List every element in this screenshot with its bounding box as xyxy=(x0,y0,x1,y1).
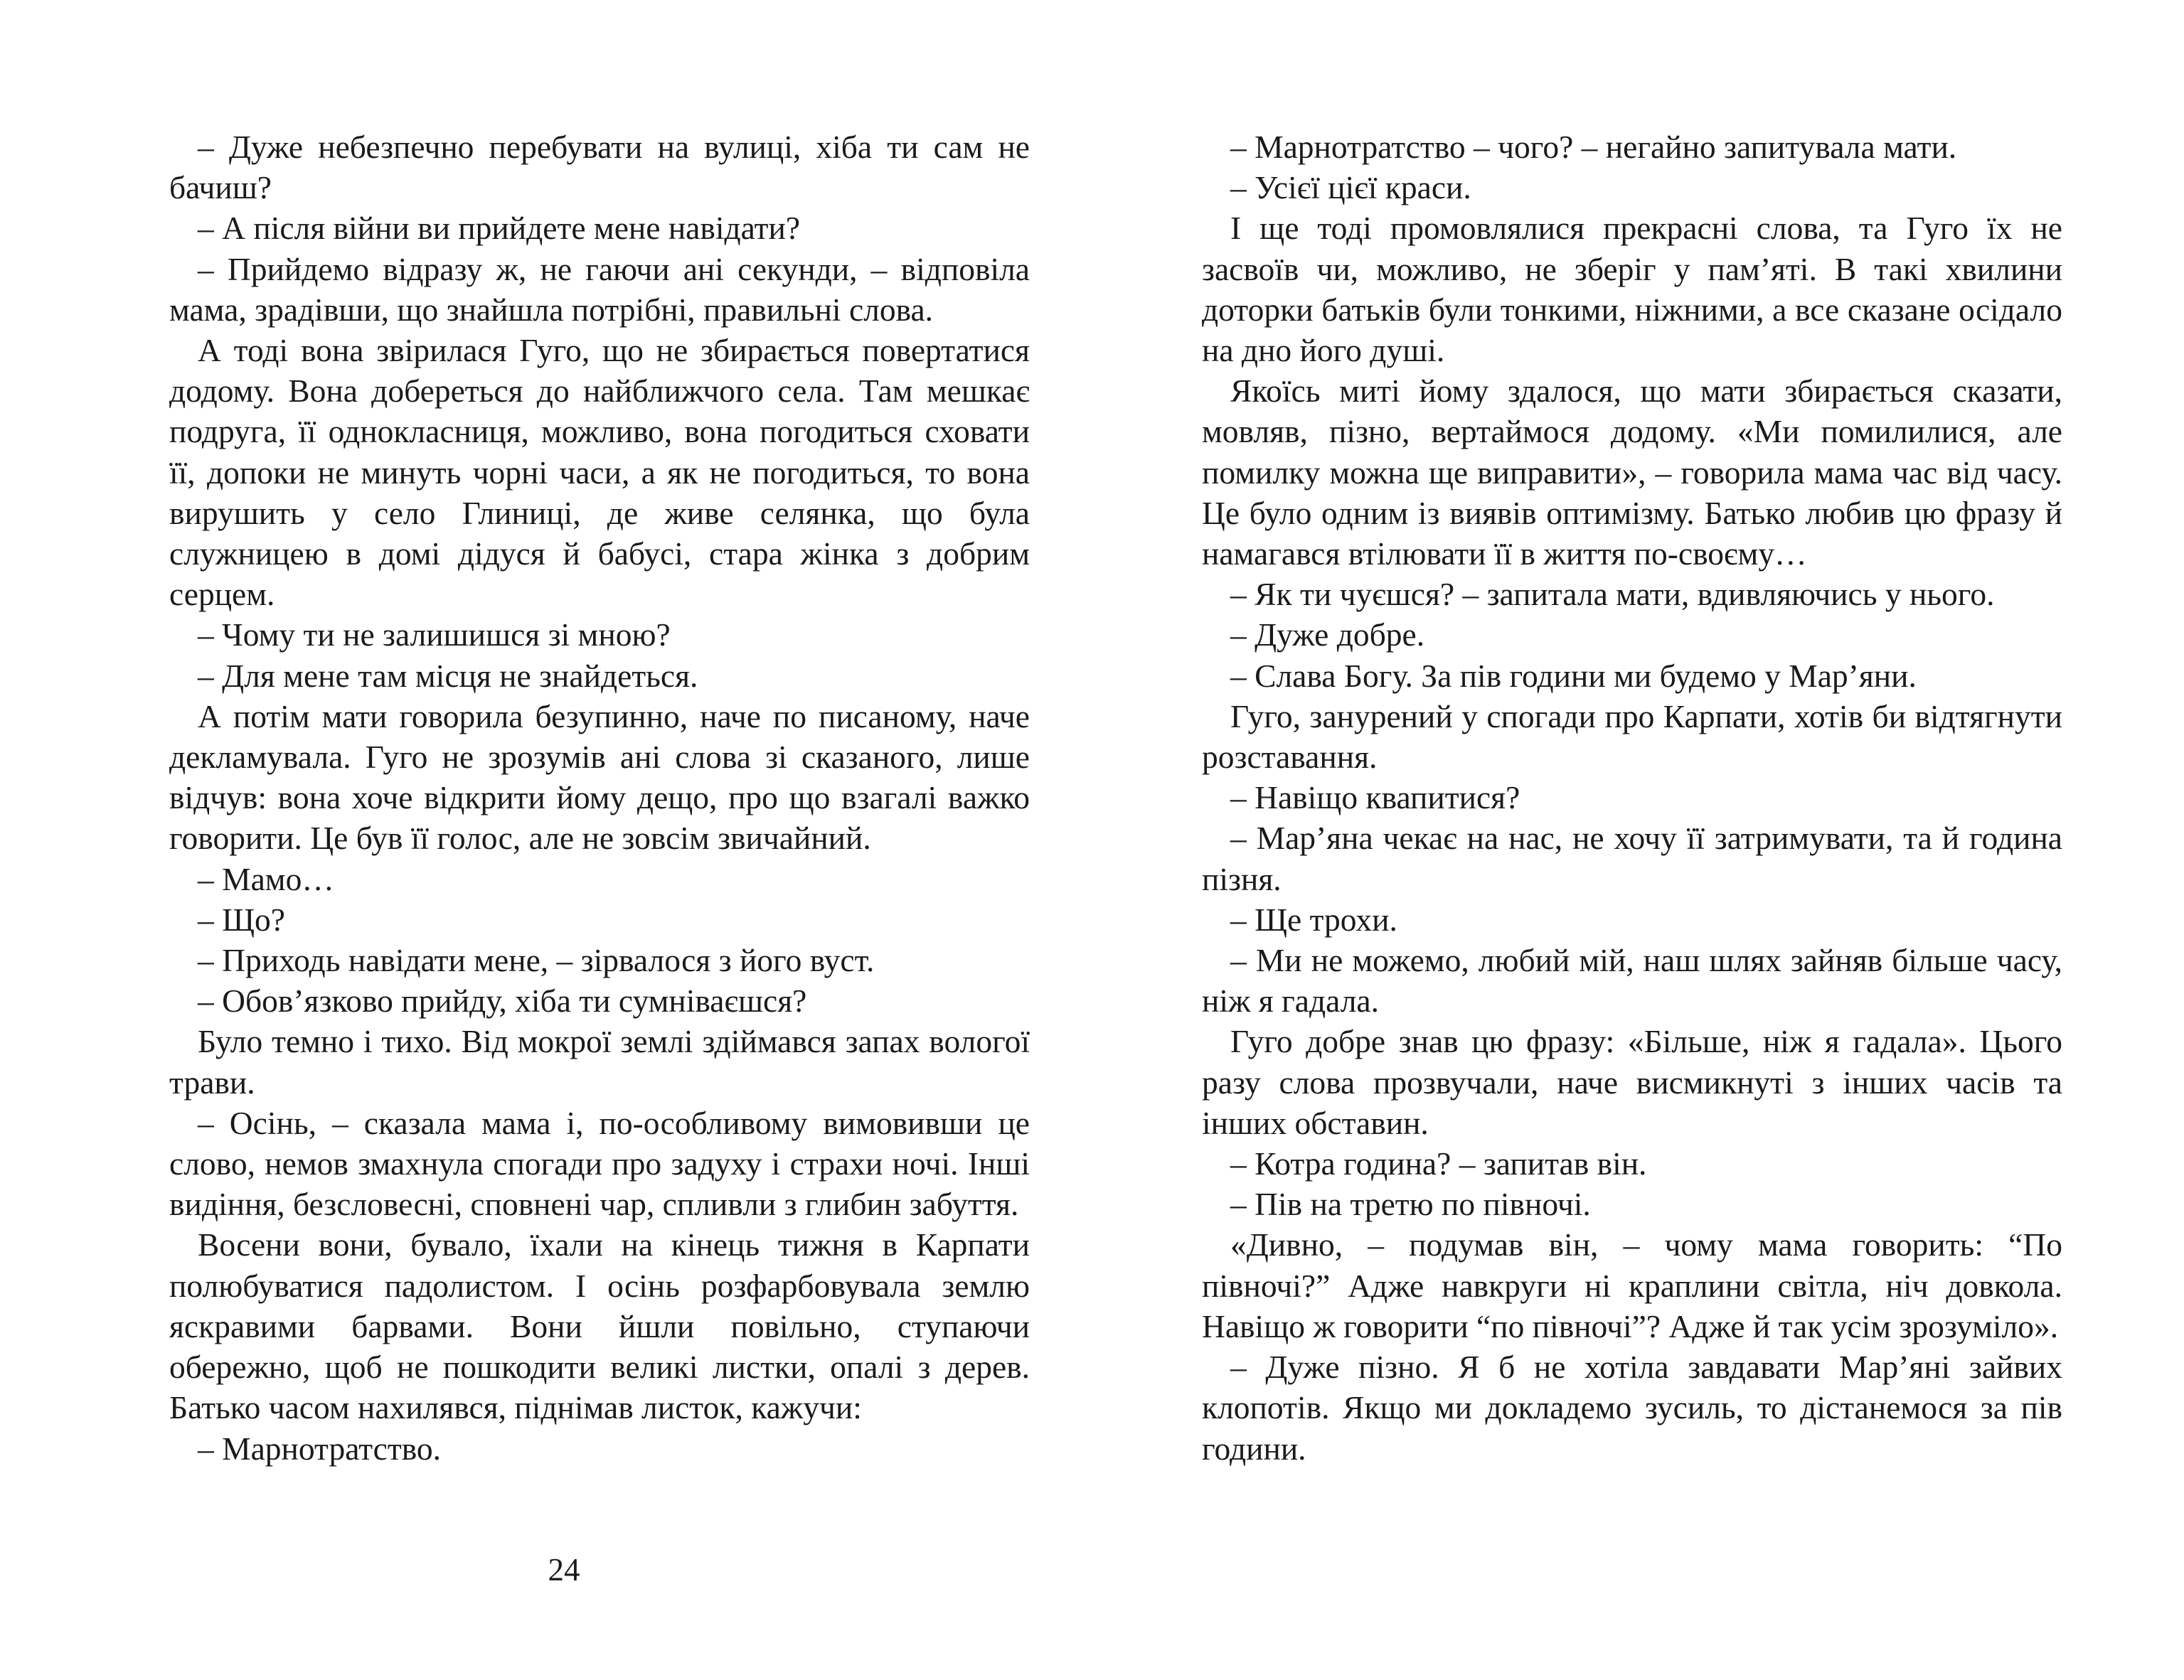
left-paragraph: – Для мене там місця не знайдеться. xyxy=(198,657,698,694)
right-page xyxy=(1202,127,2062,1469)
right-paragraph: – Ми не можемо, любий мій, наш шлях зайняв більше часу, ніж я гадала. xyxy=(1202,942,2062,1020)
right-paragraph: – Слава Богу. За пів години ми будемо у Мар’яни. xyxy=(1230,657,1917,694)
left-paragraph: – Мамо… xyxy=(198,860,334,897)
right-paragraph: Гуго, занурений у спогади про Карпати, хотів би відтягнути розставання. xyxy=(1202,697,2062,776)
right-paragraph: І ще тоді промовлялися прекрасні слова, та Гуго їх не засвоїв чи, можливо, не зберіг у пам’яті. В такі хвилини доторки батьків були тонкими, ніжними, а все сказане осідало на дно його душі. xyxy=(1202,210,2062,369)
right-paragraph: – Усієї цієї краси. xyxy=(1230,169,1471,206)
left-paragraph: Було темно і тихо. Від мокрої землі здіймався запах вологої трави. xyxy=(169,1023,1030,1101)
left-paragraph: – Прийдемо відразу ж, не гаючи ані секунди, – відповіла мама, зрадівши, що знайшла потрібні, правильні слова. xyxy=(169,250,1030,328)
right-paragraph: – Навіщо квапитися? xyxy=(1230,779,1520,816)
left-paragraph: – Чому ти не залишишся зі мною? xyxy=(198,616,671,653)
right-paragraph: – Марнотратство – чого? – негайно запитувала мати. xyxy=(1230,129,1957,165)
left-paragraph: А тоді вона звірилася Гуго, що не збирається повертатися додому. Вона добереться до найближчого села. Там мешкає подруга, її однокласниця, можливо, вона погодиться сховати її, допоки не минуть чорні часи, а як не погодиться, то вона вирушить у село Глиниці, де живе селянка, що була служницею в домі дідуся й бабусі, стара жінка з добрим серцем. xyxy=(169,332,1030,613)
right-paragraph: – Пів на третю по півночі. xyxy=(1230,1186,1591,1223)
right-paragraph: «Дивно, – подумав він, – чому мама говорить: “По півночі?” Адже навкруги ні краплини світла, ніч довкола. Навіщо ж говорити “по півночі”? Адже й так усім зрозуміло». xyxy=(1202,1226,2062,1344)
right-paragraph: – Дуже пізно. Я б не хотіла завдавати Мар’яні зайвих клопотів. Якщо ми докладемо зусиль, то дістанемося за пів години. xyxy=(1202,1349,2062,1467)
left-paragraph: А потім мати говорила безупинно, наче по писаному, наче декламувала. Гуго не зрозумів ані слова зі сказаного, лише відчув: вона хоче відкрити йому дещо, про що взагалі важко говорити. Це був її голос, але не зовсім звичайний. xyxy=(169,697,1030,857)
page-number: 24 xyxy=(548,1552,580,1588)
right-paragraph: – Котра година? – запитав він. xyxy=(1230,1145,1647,1182)
left-paragraph: – Дуже небезпечно перебувати на вулиці, хіба ти сам не бачиш? xyxy=(169,129,1030,206)
right-paragraph: – Мар’яна чекає на нас, не хочу її затримувати, та й година пізня. xyxy=(1202,820,2062,897)
left-paragraph: – Марнотратство. xyxy=(198,1430,442,1467)
left-paragraph: Восени вони, бувало, їхали на кінець тижня в Карпати полюбуватися падолистом. І осінь розфарбовувала землю яскравими барвами. Вони йшли повільно, ступаючи обережно, щоб не пошкодити великі листки, опалі з дерев. Батько часом нахилявся, піднімав листок, кажучи: xyxy=(169,1226,1030,1426)
right-paragraph: – Дуже добре. xyxy=(1230,616,1425,653)
left-paragraph: – А після війни ви прийдете мене навідати? xyxy=(198,210,801,247)
right-paragraph: Якоїсь миті йому здалося, що мати збирається сказати, мовляв, пізно, вертаймося додому. «Ми помилилися, але помилку можна ще виправити», – говорила мама час від часу. Це було одним із виявів оптимізму. Батько любив цю фразу й намагався втілювати її в життя по-своєму… xyxy=(1202,373,2062,572)
left-paragraph: – Осінь, – сказала мама і, по-особливому вимовивши це слово, немов змахнула спогади про задуху і страхи ночі. Інші видіння, безсловесні, сповнені чар, спливли з глибин забуття. xyxy=(169,1104,1030,1223)
right-paragraph: – Як ти чуєшся? – запитала мати, вдивляючись у нього. xyxy=(1230,576,1995,613)
left-page xyxy=(169,127,1030,1469)
left-paragraph: – Обов’язково прийду, хіба ти сумніваєшся? xyxy=(198,983,807,1020)
left-paragraph: – Приходь навідати мене, – зірвалося з його вуст. xyxy=(198,942,875,979)
right-paragraph: – Ще трохи. xyxy=(1230,901,1397,938)
right-paragraph: Гуго добре знав цю фразу: «Більше, ніж я гадала». Цього разу слова прозвучали, наче висмикнуті з інших часів та інших обставин. xyxy=(1202,1023,2062,1141)
left-paragraph: – Що? xyxy=(198,901,285,938)
